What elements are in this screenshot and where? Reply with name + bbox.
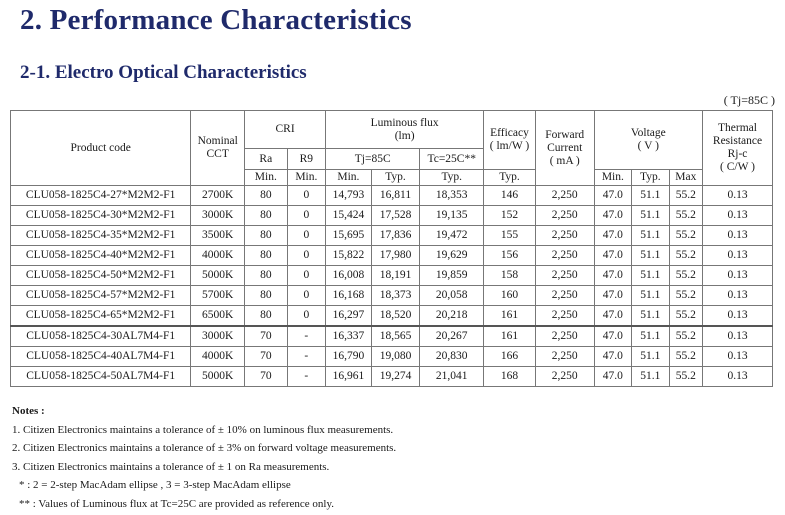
cell-cct: 5000K	[191, 367, 245, 387]
header-tj: Tj=85C	[326, 149, 420, 170]
cell-voltage-min: 47.0	[594, 347, 631, 367]
cell-voltage-min: 47.0	[594, 326, 631, 347]
header-ra: Ra	[245, 149, 288, 170]
cell-forward-current: 2,250	[535, 326, 594, 347]
cell-flux-min: 14,793	[326, 186, 372, 206]
cell-forward-current: 2,250	[535, 226, 594, 246]
header-thermal-line2: Resistance	[712, 135, 763, 147]
cell-cct: 2700K	[191, 186, 245, 206]
cell-efficacy: 152	[484, 206, 536, 226]
header-r9-min: Min.	[287, 170, 326, 186]
cell-flux-min: 16,168	[326, 286, 372, 306]
header-forward-current-line1: Forward	[545, 128, 585, 141]
header-flux-typ: Typ.	[371, 170, 420, 186]
header-product-code: Product code	[11, 111, 191, 186]
cell-flux-typ: 19,080	[371, 347, 420, 367]
cell-ra: 80	[245, 186, 288, 206]
cell-product-code: CLU058-1825C4-40AL7M4-F1	[11, 347, 191, 367]
cell-voltage-max: 55.2	[669, 326, 702, 347]
notes-title: Notes :	[12, 405, 45, 417]
cell-forward-current: 2,250	[535, 347, 594, 367]
cell-product-code: CLU058-1825C4-57*M2M2-F1	[11, 286, 191, 306]
cell-efficacy: 161	[484, 326, 536, 347]
header-nominal-cct-line2: CCT	[206, 148, 229, 160]
cell-r9: 0	[287, 206, 326, 226]
cell-voltage-min: 47.0	[594, 226, 631, 246]
cell-flux-min: 16,790	[326, 347, 372, 367]
cell-r9: 0	[287, 226, 326, 246]
header-efficacy-line1: Efficacy	[490, 127, 529, 139]
cell-cct: 3000K	[191, 326, 245, 347]
header-flux-min: Min.	[326, 170, 372, 186]
header-thermal-line3: Rj-c	[727, 148, 748, 160]
cell-flux-typ: 18,373	[371, 286, 420, 306]
cell-voltage-max: 55.2	[669, 286, 702, 306]
header-efficacy-line2: ( lm/W )	[489, 140, 530, 152]
note-footnote-1: * : 2 = 2-step MacAdam ellipse , 3 = 3-step MacAdam ellipse	[19, 479, 291, 492]
note-1: 1. Citizen Electronics maintains a tolerance of ± 10% on luminous flux measurements.	[12, 423, 394, 436]
cell-thermal-resistance: 0.13	[703, 306, 773, 327]
cell-product-code: CLU058-1825C4-50AL7M4-F1	[11, 367, 191, 387]
cell-voltage-max: 55.2	[669, 306, 702, 327]
cell-voltage-min: 47.0	[594, 186, 631, 206]
header-r9: R9	[287, 149, 326, 170]
cell-flux-typ: 19,274	[371, 367, 420, 387]
cell-flux-tc: 21,041	[420, 367, 484, 387]
cell-efficacy: 168	[484, 367, 536, 387]
header-forward-current-line3: ( mA )	[549, 154, 580, 167]
cell-ra: 80	[245, 226, 288, 246]
cell-flux-min: 16,008	[326, 266, 372, 286]
page-title: 2. Performance Characteristics	[20, 4, 412, 36]
cell-voltage-typ: 51.1	[632, 246, 669, 266]
cell-flux-min: 15,424	[326, 206, 372, 226]
table-row	[11, 367, 773, 387]
cell-forward-current: 2,250	[535, 206, 594, 226]
cell-thermal-resistance: 0.13	[703, 286, 773, 306]
electro-optical-table	[10, 110, 773, 387]
cell-cct: 4000K	[191, 347, 245, 367]
cell-flux-tc: 19,472	[420, 226, 484, 246]
cell-flux-tc: 20,830	[420, 347, 484, 367]
cell-voltage-min: 47.0	[594, 306, 631, 327]
cell-flux-typ: 16,811	[371, 186, 420, 206]
cell-voltage-max: 55.2	[669, 206, 702, 226]
header-efficacy-typ: Typ.	[484, 170, 536, 186]
cell-ra: 70	[245, 367, 288, 387]
cell-ra: 80	[245, 206, 288, 226]
cell-voltage-max: 55.2	[669, 367, 702, 387]
cell-voltage-typ: 51.1	[632, 367, 669, 387]
table-body	[11, 186, 773, 387]
cell-flux-tc: 20,058	[420, 286, 484, 306]
cell-voltage-min: 47.0	[594, 266, 631, 286]
table-row	[11, 266, 773, 286]
table-row	[11, 286, 773, 306]
note-3: 3. Citizen Electronics maintains a tolerance of ± 1 on Ra measurements.	[12, 460, 330, 473]
cell-thermal-resistance: 0.13	[703, 266, 773, 286]
cell-r9: 0	[287, 286, 326, 306]
cell-flux-typ: 18,520	[371, 306, 420, 327]
cell-cct: 3000K	[191, 206, 245, 226]
cell-cct: 6500K	[191, 306, 245, 327]
cell-efficacy: 161	[484, 306, 536, 327]
test-condition: ( Tj=85C )	[723, 93, 775, 107]
table-row	[11, 186, 773, 206]
cell-voltage-max: 55.2	[669, 266, 702, 286]
header-voltage-typ: Typ.	[632, 170, 669, 186]
cell-flux-min: 15,822	[326, 246, 372, 266]
section-title: 2-1. Electro Optical Characteristics	[20, 62, 307, 83]
cell-flux-tc: 18,353	[420, 186, 484, 206]
cell-ra: 80	[245, 246, 288, 266]
cell-thermal-resistance: 0.13	[703, 186, 773, 206]
cell-voltage-typ: 51.1	[632, 326, 669, 347]
cell-thermal-resistance: 0.13	[703, 206, 773, 226]
cell-thermal-resistance: 0.13	[703, 326, 773, 347]
header-luminous-flux-line1: Luminous flux	[370, 116, 439, 129]
cell-r9: 0	[287, 246, 326, 266]
cell-voltage-typ: 51.1	[632, 266, 669, 286]
header-thermal-line4: ( C/W )	[720, 161, 755, 173]
header-cri: CRI	[245, 111, 326, 149]
cell-r9: 0	[287, 186, 326, 206]
cell-voltage-max: 55.2	[669, 347, 702, 367]
cell-flux-typ: 17,980	[371, 246, 420, 266]
cell-flux-tc: 19,135	[420, 206, 484, 226]
cell-thermal-resistance: 0.13	[703, 246, 773, 266]
cell-forward-current: 2,250	[535, 367, 594, 387]
header-voltage-max: Max	[669, 170, 702, 186]
cell-voltage-typ: 51.1	[632, 226, 669, 246]
cell-voltage-typ: 51.1	[632, 286, 669, 306]
cell-voltage-min: 47.0	[594, 246, 631, 266]
cell-voltage-min: 47.0	[594, 206, 631, 226]
cell-forward-current: 2,250	[535, 306, 594, 327]
header-flux-tc-typ: Typ.	[420, 170, 484, 186]
table-row	[11, 246, 773, 266]
table-row	[11, 206, 773, 226]
cell-flux-tc: 19,629	[420, 246, 484, 266]
cell-r9: -	[287, 367, 326, 387]
cell-flux-min: 16,961	[326, 367, 372, 387]
notes	[12, 402, 396, 514]
cell-flux-tc: 20,218	[420, 306, 484, 327]
cell-voltage-typ: 51.1	[632, 347, 669, 367]
table-row	[11, 226, 773, 246]
note-footnote-2: ** : Values of Luminous flux at Tc=25C are provided as reference only.	[19, 497, 334, 510]
cell-forward-current: 2,250	[535, 286, 594, 306]
cell-cct: 5700K	[191, 286, 245, 306]
cell-r9: 0	[287, 306, 326, 327]
header-tc: Tc=25C**	[420, 149, 484, 170]
cell-ra: 80	[245, 266, 288, 286]
cell-voltage-max: 55.2	[669, 186, 702, 206]
cell-flux-typ: 17,528	[371, 206, 420, 226]
cell-flux-tc: 20,267	[420, 326, 484, 347]
cell-voltage-min: 47.0	[594, 286, 631, 306]
cell-flux-min: 16,297	[326, 306, 372, 327]
header-thermal-line1: Thermal	[718, 122, 757, 134]
cell-thermal-resistance: 0.13	[703, 367, 773, 387]
cell-flux-min: 16,337	[326, 326, 372, 347]
header-luminous-flux	[326, 111, 484, 149]
cell-thermal-resistance: 0.13	[703, 226, 773, 246]
cell-r9: 0	[287, 266, 326, 286]
cell-product-code: CLU058-1825C4-30AL7M4-F1	[11, 326, 191, 347]
cell-efficacy: 146	[484, 186, 536, 206]
header-voltage-line1: Voltage	[630, 127, 666, 139]
cell-product-code: CLU058-1825C4-27*M2M2-F1	[11, 186, 191, 206]
cell-flux-tc: 19,859	[420, 266, 484, 286]
note-2: 2. Citizen Electronics maintains a tolerance of ± 3% on forward voltage measurements.	[12, 442, 397, 455]
cell-r9: -	[287, 326, 326, 347]
cell-efficacy: 155	[484, 226, 536, 246]
cell-ra: 70	[245, 347, 288, 367]
cell-ra: 80	[245, 286, 288, 306]
header-forward-current	[535, 111, 594, 186]
cell-efficacy: 156	[484, 246, 536, 266]
header-luminous-flux-line2: (lm)	[394, 129, 415, 142]
cell-ra: 70	[245, 326, 288, 347]
cell-product-code: CLU058-1825C4-40*M2M2-F1	[11, 246, 191, 266]
table-row	[11, 326, 773, 347]
cell-voltage-min: 47.0	[594, 367, 631, 387]
cell-product-code: CLU058-1825C4-30*M2M2-F1	[11, 206, 191, 226]
header-nominal-cct-line1: Nominal	[197, 135, 238, 147]
cell-flux-typ: 18,565	[371, 326, 420, 347]
header-voltage	[594, 111, 702, 170]
cell-flux-typ: 18,191	[371, 266, 420, 286]
cell-flux-typ: 17,836	[371, 226, 420, 246]
cell-cct: 3500K	[191, 226, 245, 246]
header-efficacy	[484, 111, 536, 170]
header-ra-min: Min.	[245, 170, 288, 186]
header-voltage-line2: ( V )	[637, 140, 659, 152]
cell-cct: 5000K	[191, 266, 245, 286]
cell-product-code: CLU058-1825C4-35*M2M2-F1	[11, 226, 191, 246]
header-voltage-min: Min.	[594, 170, 631, 186]
cell-ra: 80	[245, 306, 288, 327]
cell-voltage-max: 55.2	[669, 226, 702, 246]
header-forward-current-line2: Current	[547, 141, 583, 154]
header-nominal-cct	[191, 111, 245, 186]
header-thermal-resistance	[703, 111, 773, 186]
cell-efficacy: 158	[484, 266, 536, 286]
cell-efficacy: 166	[484, 347, 536, 367]
cell-r9: -	[287, 347, 326, 367]
cell-forward-current: 2,250	[535, 186, 594, 206]
cell-voltage-typ: 51.1	[632, 186, 669, 206]
cell-forward-current: 2,250	[535, 246, 594, 266]
cell-flux-min: 15,695	[326, 226, 372, 246]
cell-voltage-typ: 51.1	[632, 206, 669, 226]
cell-voltage-max: 55.2	[669, 246, 702, 266]
table-row	[11, 306, 773, 327]
cell-product-code: CLU058-1825C4-50*M2M2-F1	[11, 266, 191, 286]
cell-cct: 4000K	[191, 246, 245, 266]
cell-voltage-typ: 51.1	[632, 306, 669, 327]
cell-thermal-resistance: 0.13	[703, 347, 773, 367]
cell-efficacy: 160	[484, 286, 536, 306]
table-row	[11, 347, 773, 367]
cell-forward-current: 2,250	[535, 266, 594, 286]
cell-product-code: CLU058-1825C4-65*M2M2-F1	[11, 306, 191, 327]
